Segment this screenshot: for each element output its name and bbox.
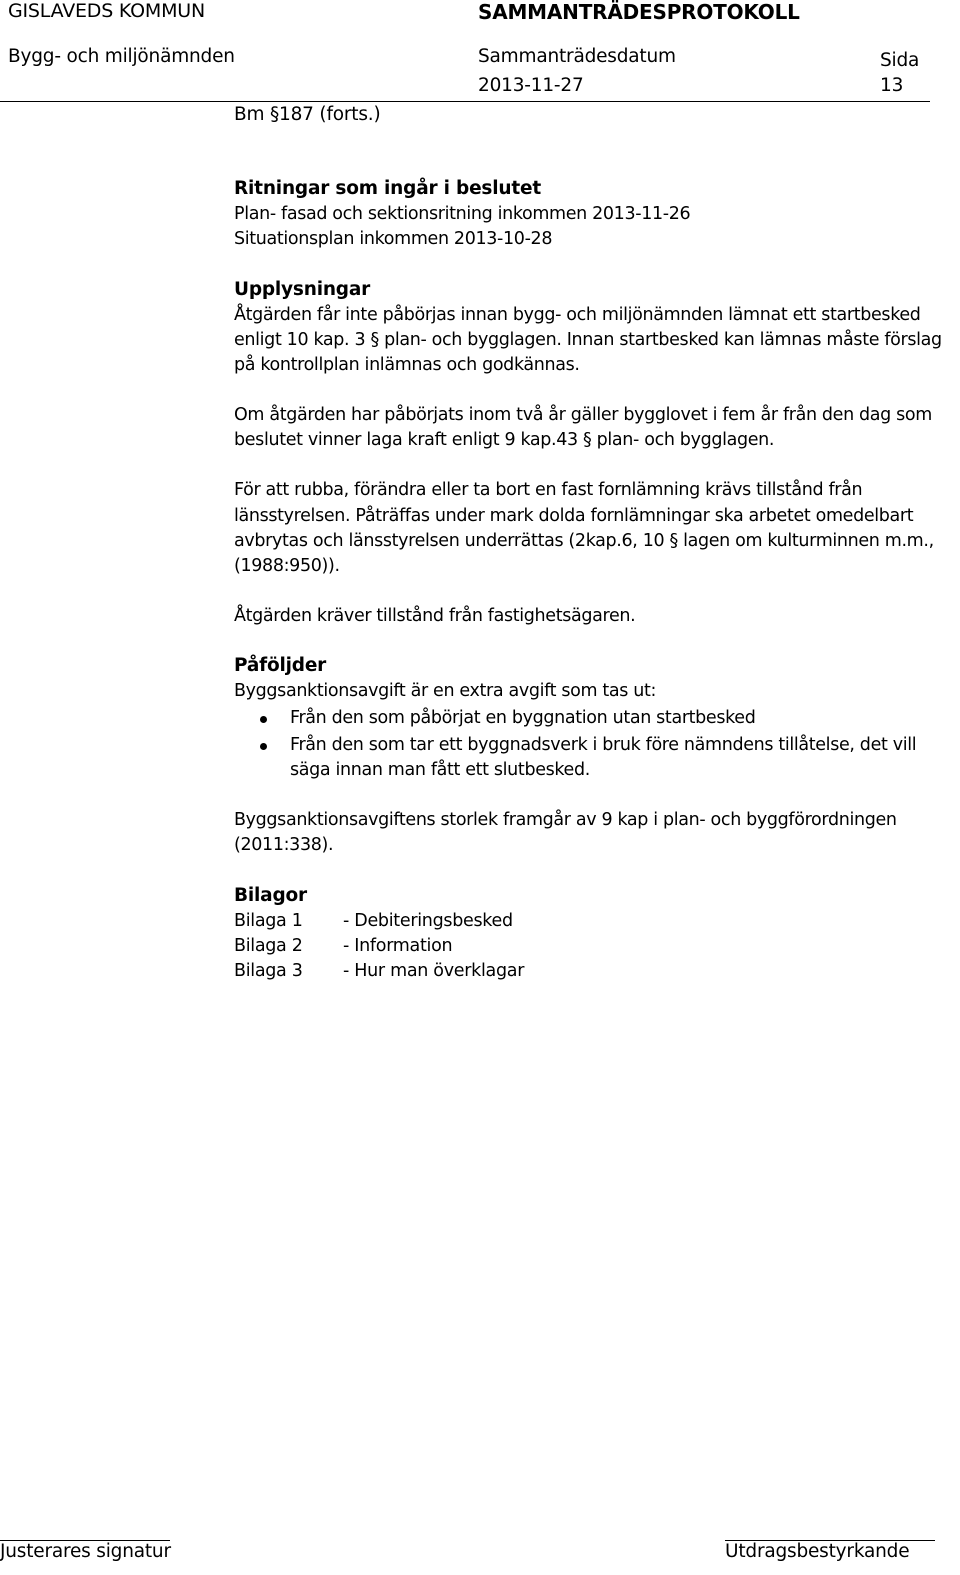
adjuster-signature-label: Justerares signatur [0,1541,171,1562]
page-number: 13 [880,75,904,96]
information-text: på kontrollplan inlämnas och godkännas. [234,355,580,375]
owner-permission-text: Åtgärden kräver tillstånd från fastighetsägaren. [234,606,636,626]
ancient-monument-text: (1988:950)). [234,556,340,576]
attachment-label: Bilaga 1 [234,911,303,931]
meeting-date-label: Sammanträdesdatum [478,46,676,67]
bullet-icon [260,716,267,723]
bullet-text: Från den som tar ett byggnadsverk i bruk före nämndens tillåtelse, det vill [290,735,917,755]
sanction-fee-text: Byggsanktionsavgiftens storlek framgår av 9 kap i plan- och byggförordningen [234,810,897,830]
document-type: SAMMANTRÄDESPROTOKOLL [478,0,800,24]
ancient-monument-text: länsstyrelsen. Påträffas under mark dolda fornlämningar ska arbetet omedelbart [234,506,914,526]
header-divider [0,101,930,102]
extract-certification-label: Utdragsbestyrkande [725,1541,910,1562]
consequences-intro: Byggsanktionsavgift är en extra avgift som tas ut: [234,681,657,701]
drawings-line: Situationsplan inkommen 2013-10-28 [234,229,553,249]
permit-validity-text: beslutet vinner laga kraft enligt 9 kap.43 § plan- och bygglagen. [234,430,775,450]
attachment-description: - Information [343,936,453,956]
permit-validity-text: Om åtgärden har påbörjats inom två år gäller bygglovet i fem år från den dag som [234,405,932,425]
bullet-text: säga innan man fått ett slutbesked. [290,760,590,780]
information-heading: Upplysningar [234,279,371,300]
committee-name: Bygg- och miljönämnden [8,46,235,67]
bullet-text: Från den som påbörjat en byggnation utan startbesked [290,708,756,728]
page-label: Sida [880,50,920,71]
bullet-icon [260,743,267,750]
section-reference: Bm §187 (forts.) [234,104,381,125]
meeting-date: 2013-11-27 [478,75,584,96]
information-text: Åtgärden får inte påbörjas innan bygg- och miljönämnden lämnat ett startbesked [234,305,921,325]
attachments-heading: Bilagor [234,885,307,906]
consequences-heading: Påföljder [234,655,327,676]
attachment-description: - Hur man överklagar [343,961,525,981]
information-text: enligt 10 kap. 3 § plan- och bygglagen. Innan startbesked kan lämnas måste förslag [234,330,942,350]
sanction-fee-text: (2011:338). [234,835,334,855]
ancient-monument-text: För att rubba, förändra eller ta bort en fast fornlämning krävs tillstånd från [234,480,863,500]
ancient-monument-text: avbrytas och länsstyrelsen underrättas (2kap.6, 10 § lagen om kulturminnen m.m., [234,531,934,551]
attachment-label: Bilaga 3 [234,961,303,981]
organization-name: GISLAVEDS KOMMUN [8,0,206,22]
drawings-line: Plan- fasad och sektionsritning inkommen 2013-11-26 [234,204,691,224]
attachment-label: Bilaga 2 [234,936,303,956]
attachment-description: - Debiteringsbesked [343,911,513,931]
drawings-heading: Ritningar som ingår i beslutet [234,178,541,199]
